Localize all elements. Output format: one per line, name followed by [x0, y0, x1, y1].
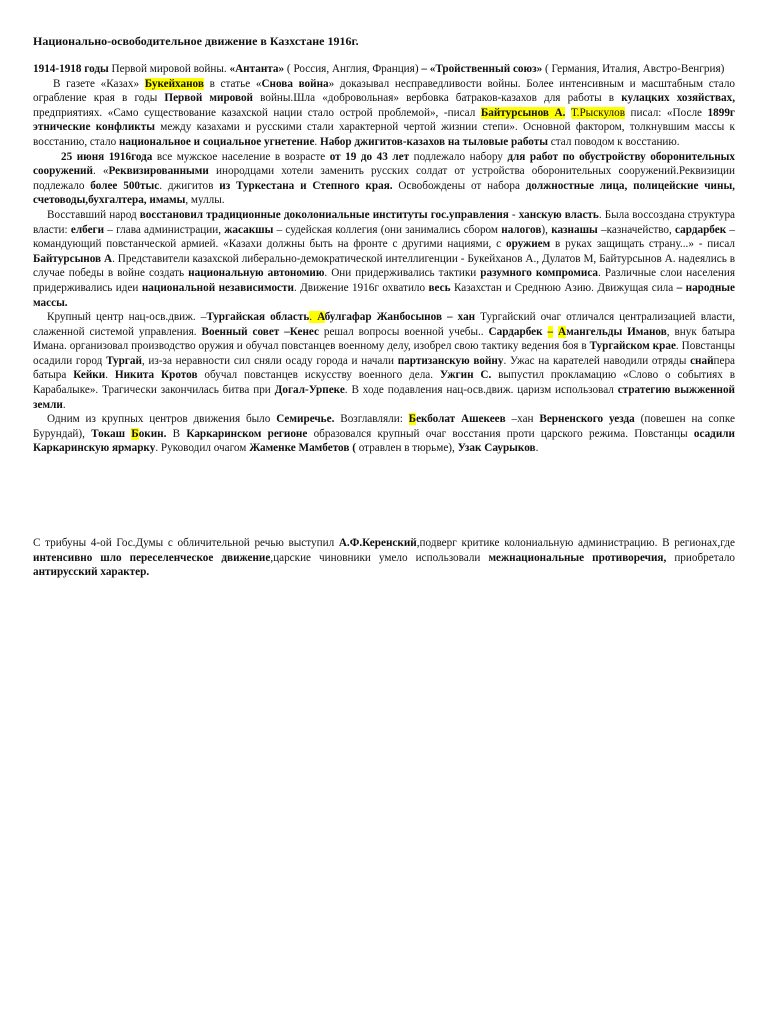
p5-run: Военный совет –Кенес: [201, 325, 319, 338]
p1-run: Первой мировой войны.: [108, 63, 230, 75]
p2-run: между казахами и русскими стали характерной чертой жизнии степи». Основной фактором, толкнувшим массы к восстанию, стало: [33, 121, 735, 148]
paragraph-turgai-center: [33, 310, 735, 412]
paragraph-kerensky: [33, 536, 735, 580]
p4-run: сардарбек: [675, 223, 727, 236]
p5-run: партизанскую войну: [397, 354, 504, 367]
p6-run: отравлен в тюрьме),: [355, 442, 458, 455]
p5-run: булгафар Жанбосынов – хан: [324, 311, 476, 324]
p6-run: Токаш: [91, 427, 132, 440]
p2-run: стал поводом к восстанию.: [547, 135, 680, 148]
p2-run: » доказывал несправедливости войны. Более интенсивным и масштабным стало ограбление края в годы: [33, 77, 736, 105]
p3-run: . «: [92, 165, 109, 178]
p3-run: 25 июня 1916года: [61, 150, 153, 163]
p2-run: Т.Рыскулов: [570, 106, 626, 119]
p6-run: осадили Каркаринскую ярмарку: [33, 427, 735, 455]
p3-run: более 500тыс: [90, 179, 160, 192]
p2-run: В газете «Казах»: [53, 77, 145, 90]
p3-run: от 19 до 43 лет: [329, 150, 410, 163]
p5-run: . Повстанцы осадили город: [33, 340, 736, 367]
p4-run: Казахстан и Среднюю Азию. Движущая сила: [450, 281, 677, 294]
p5-run: Тургайский очаг отличался централизацией власти, слаженной системой управления.: [33, 311, 736, 338]
p5-run: .: [62, 398, 66, 411]
p2-run: этнические конфликты: [33, 121, 155, 134]
paragraph-wars: [33, 62, 735, 77]
p4-run: оружием: [505, 238, 551, 251]
p1-run: «Антанта»: [229, 63, 285, 75]
p7-run: ,подверг критике колониальную администрацию. В регионах,где: [416, 537, 735, 550]
p4-run: Восставший народ: [47, 208, 140, 221]
p3-run: , муллы.: [185, 194, 225, 207]
p4-run: . Была воссоздана структура власти:: [33, 208, 736, 236]
p4-run: в руках защищать страну...» - писал: [550, 238, 736, 251]
p5-run: –: [547, 325, 554, 338]
p4-run: ханскую власть: [518, 208, 599, 221]
p2-run: 1899г: [707, 106, 735, 119]
p5-run: А: [558, 325, 567, 338]
p4-run: -: [508, 208, 519, 221]
p5-run: А: [317, 311, 325, 324]
p5-run: Ужгин С.: [439, 369, 492, 382]
p6-run: Семиречье.: [276, 413, 335, 426]
paragraph-power-structure: [33, 208, 735, 310]
p6-run: В: [166, 427, 187, 440]
p6-run: Б: [131, 427, 139, 440]
paragraph-newspaper-kazakh: [33, 77, 735, 150]
p5-run: Сардарбек: [488, 325, 548, 338]
p7-run: С трибуны 4-ой Гос.Думы с обличительной речью выступил: [33, 537, 339, 550]
blank-space: [33, 456, 735, 536]
p7-run: приобретало: [666, 551, 735, 564]
p3-run: Освобождены от набора: [392, 179, 526, 192]
p2-run: Букейханов: [144, 77, 204, 90]
p4-run: национальную автономию: [188, 267, 325, 280]
p2-run: в статье «: [203, 77, 262, 90]
p2-run: кулацких хозяйствах,: [621, 92, 735, 105]
p1-run: ( Германия, Италия, Австро-Венгрия): [542, 63, 725, 75]
p2-run: предприятиях. «Само существование казахской нации стало острой проблемой», -писал: [33, 106, 481, 119]
p4-run: – судейская коллегия (они занимались сбором: [273, 223, 502, 236]
p6-run: Возглавляли:: [334, 413, 409, 426]
p5-run: пера батыра: [33, 354, 736, 382]
p4-run: налогов: [501, 223, 542, 236]
p5-run: Тургайская область: [206, 311, 310, 324]
p3-run: для работ по обустройству оборонительных сооружений: [33, 150, 735, 178]
p6-run: екболат Ашекеев: [416, 413, 506, 426]
p6-run: Б: [408, 413, 417, 426]
p1-run: – «Тройственный союз»: [421, 63, 543, 75]
p4-run: . Движение 1916г охватило: [293, 281, 429, 294]
p4-run: Байтурсынов А: [33, 252, 113, 265]
p5-run: , внук батыра Имана. организовал производство оружия и обучал повстанцев военному делу, изобрел свою тактику ведения боя в: [33, 325, 735, 353]
p3-run: инородцами хотели заменить русских солдат от устройства оборонительных сооружений.Реквизиции подлежало: [33, 165, 735, 192]
document-page: [33, 34, 735, 580]
p3-run: подлежало набору: [409, 150, 508, 163]
p6-run: . Руководил очагом: [155, 442, 250, 455]
p2-run: Первой мировой: [164, 92, 254, 105]
paragraph-semirechye: [33, 412, 735, 456]
p7-run: межнациональные противоречия,: [488, 551, 667, 564]
p6-run: образовался крупный очаг восстания проти царского режима. Повстанцы: [307, 427, 694, 440]
p6-run: Каркаринском регионе: [186, 427, 308, 440]
document-title: Национально-освободительное движение в Казхстане 1916г.: [33, 34, 359, 48]
p1-run: 1914-1918 годы: [33, 63, 109, 75]
p1-run: ( Россия, Англия, Франция): [284, 63, 422, 75]
p3-run: из Туркестана и Степного края.: [219, 179, 393, 192]
p6-run: Верненского уезда: [539, 413, 635, 426]
p3-run: все мужское население в возрасте: [152, 150, 330, 163]
p6-run: Жаменке Мамбетов (: [249, 442, 356, 455]
p5-run: .: [309, 311, 318, 324]
p3-run: . джигитов: [159, 179, 220, 192]
p4-run: – глава администрации,: [104, 223, 225, 236]
p5-run: Кейки: [73, 369, 106, 382]
p5-run: . Ужас на карателей наводили отряды: [503, 354, 691, 367]
p5-run: , из-за неравности сил сняли осаду города и начали: [141, 354, 398, 367]
p2-run: .: [314, 135, 321, 148]
p6-run: (повешен на сопке Бурундай),: [33, 413, 735, 440]
p5-run: стратегию выжженной земли: [33, 384, 735, 411]
p5-run: снай: [690, 354, 714, 367]
p6-run: окин.: [138, 427, 167, 440]
p5-run: .: [105, 369, 115, 382]
p4-run: весь: [428, 281, 451, 294]
p5-run: Догал-Урпеке: [274, 384, 345, 397]
p5-run: Тургай: [106, 354, 142, 367]
p5-run: решал вопросы военной учебы..: [318, 325, 489, 338]
p7-run: А.Ф.Керенский: [338, 537, 417, 550]
p2-run: писал: «После: [625, 106, 708, 119]
p6-run: Одним из крупных центров движения было: [47, 413, 277, 426]
p4-run: разумного компромиса: [480, 267, 599, 280]
p4-run: казнашы: [551, 223, 598, 236]
paragraph-mobilization-decree: [33, 150, 735, 208]
p4-run: – командующий повстанческой армией. «Казахи должны быть на фронте с другими нациями, с: [33, 223, 735, 251]
p5-run: Крупный центр нац-осв.движ. –: [47, 311, 207, 324]
p5-run: . В ходе подавления нац-осв.движ. царизм использовал: [344, 384, 618, 397]
p7-run: ,царские чиновники умело использовали: [270, 551, 489, 564]
p4-run: национальной независимости: [141, 281, 294, 294]
p2-run: войны.Шла «добровольная» вербовка батраков-казахов для работы в: [253, 92, 622, 105]
p6-run: .: [535, 442, 539, 455]
p5-run: Тургайском крае: [589, 340, 676, 353]
p2-run: Байтурсынов А.: [480, 106, 566, 119]
p5-run: выпустил прокламацию «Слово о событиях в Карабалыке». Трагически закончилась битва при: [33, 369, 736, 397]
p4-run: ),: [541, 223, 552, 236]
p6-run: Узак Саурыков: [457, 442, 536, 455]
p4-run: . Они придерживались тактики: [324, 267, 481, 280]
p4-run: . Представители казахской либерально-демократической интеллигенции - Букейханов А., Дулатов М, Байтурсынов А. надеялись в случае победы в войне создать: [33, 252, 735, 280]
p7-run: антирусский характер.: [33, 566, 150, 579]
p4-run: . Различные слои населения придерживались идеи: [33, 267, 735, 294]
p2-run: национальное и социальное угнетение: [118, 135, 315, 148]
p3-run: Реквизированными: [108, 165, 209, 178]
p6-run: –хан: [505, 413, 540, 426]
p2-run: Снова война: [261, 77, 329, 90]
p4-run: восстановил традиционные доколониальные институты гос.управления: [139, 208, 509, 221]
p2-run: Набор джигитов-казахов на тыловые работы: [320, 135, 548, 148]
p5-run: обучал повстанцев искусству военного дела.: [197, 369, 440, 382]
p4-run: – народные массы.: [33, 281, 735, 309]
p4-run: елбеги: [70, 223, 105, 236]
p4-run: –казначейство,: [597, 223, 676, 236]
p4-run: жасакшы: [224, 223, 274, 236]
p5-run: Никита Кротов: [114, 369, 198, 382]
p5-run: мангельды Иманов: [566, 325, 667, 338]
p7-run: интенсивно шло переселенческое движение: [33, 551, 271, 564]
p3-run: должностные лица, полицейские чины, счетоводы,бухгалтера, имамы: [33, 179, 735, 207]
